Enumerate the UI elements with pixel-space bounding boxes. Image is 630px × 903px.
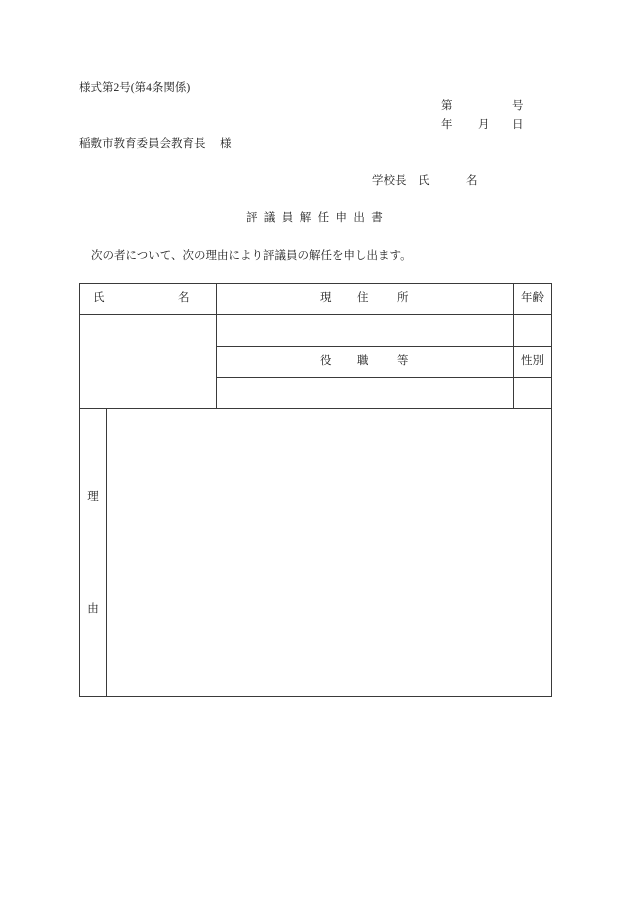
gender-header-cell [513,346,552,378]
address-header-char: 住 [357,292,369,304]
reason-label-char: 由 [87,603,99,615]
reason-label-char: 理 [87,491,99,503]
position-header-char: 等 [397,355,409,367]
name-header-cell [79,283,217,315]
address-header-char: 現 [320,292,332,304]
document-number-suffix: 号 [512,100,524,112]
position-header-char: 職 [357,355,369,367]
name-value-cell [79,314,217,409]
sender-title: 学校長 [372,175,407,187]
age-header-label: 年齢 [521,292,544,304]
document-title: 評議員解任申出書 [246,212,390,224]
gender-value-cell [513,377,552,409]
name-header-char: 名 [178,292,190,304]
position-header-cell [216,346,514,378]
gender-header-label: 性別 [521,355,544,367]
addressee-honorific: 様 [220,138,232,150]
address-header-char: 所 [397,292,409,304]
reason-label-cell [79,408,107,697]
position-header-char: 役 [320,355,332,367]
age-header-cell [513,283,552,315]
date-month-label: 月 [478,119,490,131]
sender-name-label-char: 名 [466,175,478,187]
body-text: 次の者について、次の理由により評議員の解任を申し出ます。 [91,250,412,262]
document-number-prefix: 第 [441,100,453,112]
date-year-label: 年 [441,119,453,131]
position-value-cell [216,377,514,409]
address-value-cell [216,314,514,347]
addressee-name: 稲敷市教育委員会教育長 [79,138,206,150]
reason-value-cell [106,408,552,697]
form-label: 様式第2号(第4条関係) [79,82,191,94]
sender-name-label-char: 氏 [418,175,430,187]
name-header-char: 氏 [93,292,105,304]
age-value-cell [513,314,552,347]
address-header-cell [216,283,514,315]
date-day-label: 日 [512,119,524,131]
